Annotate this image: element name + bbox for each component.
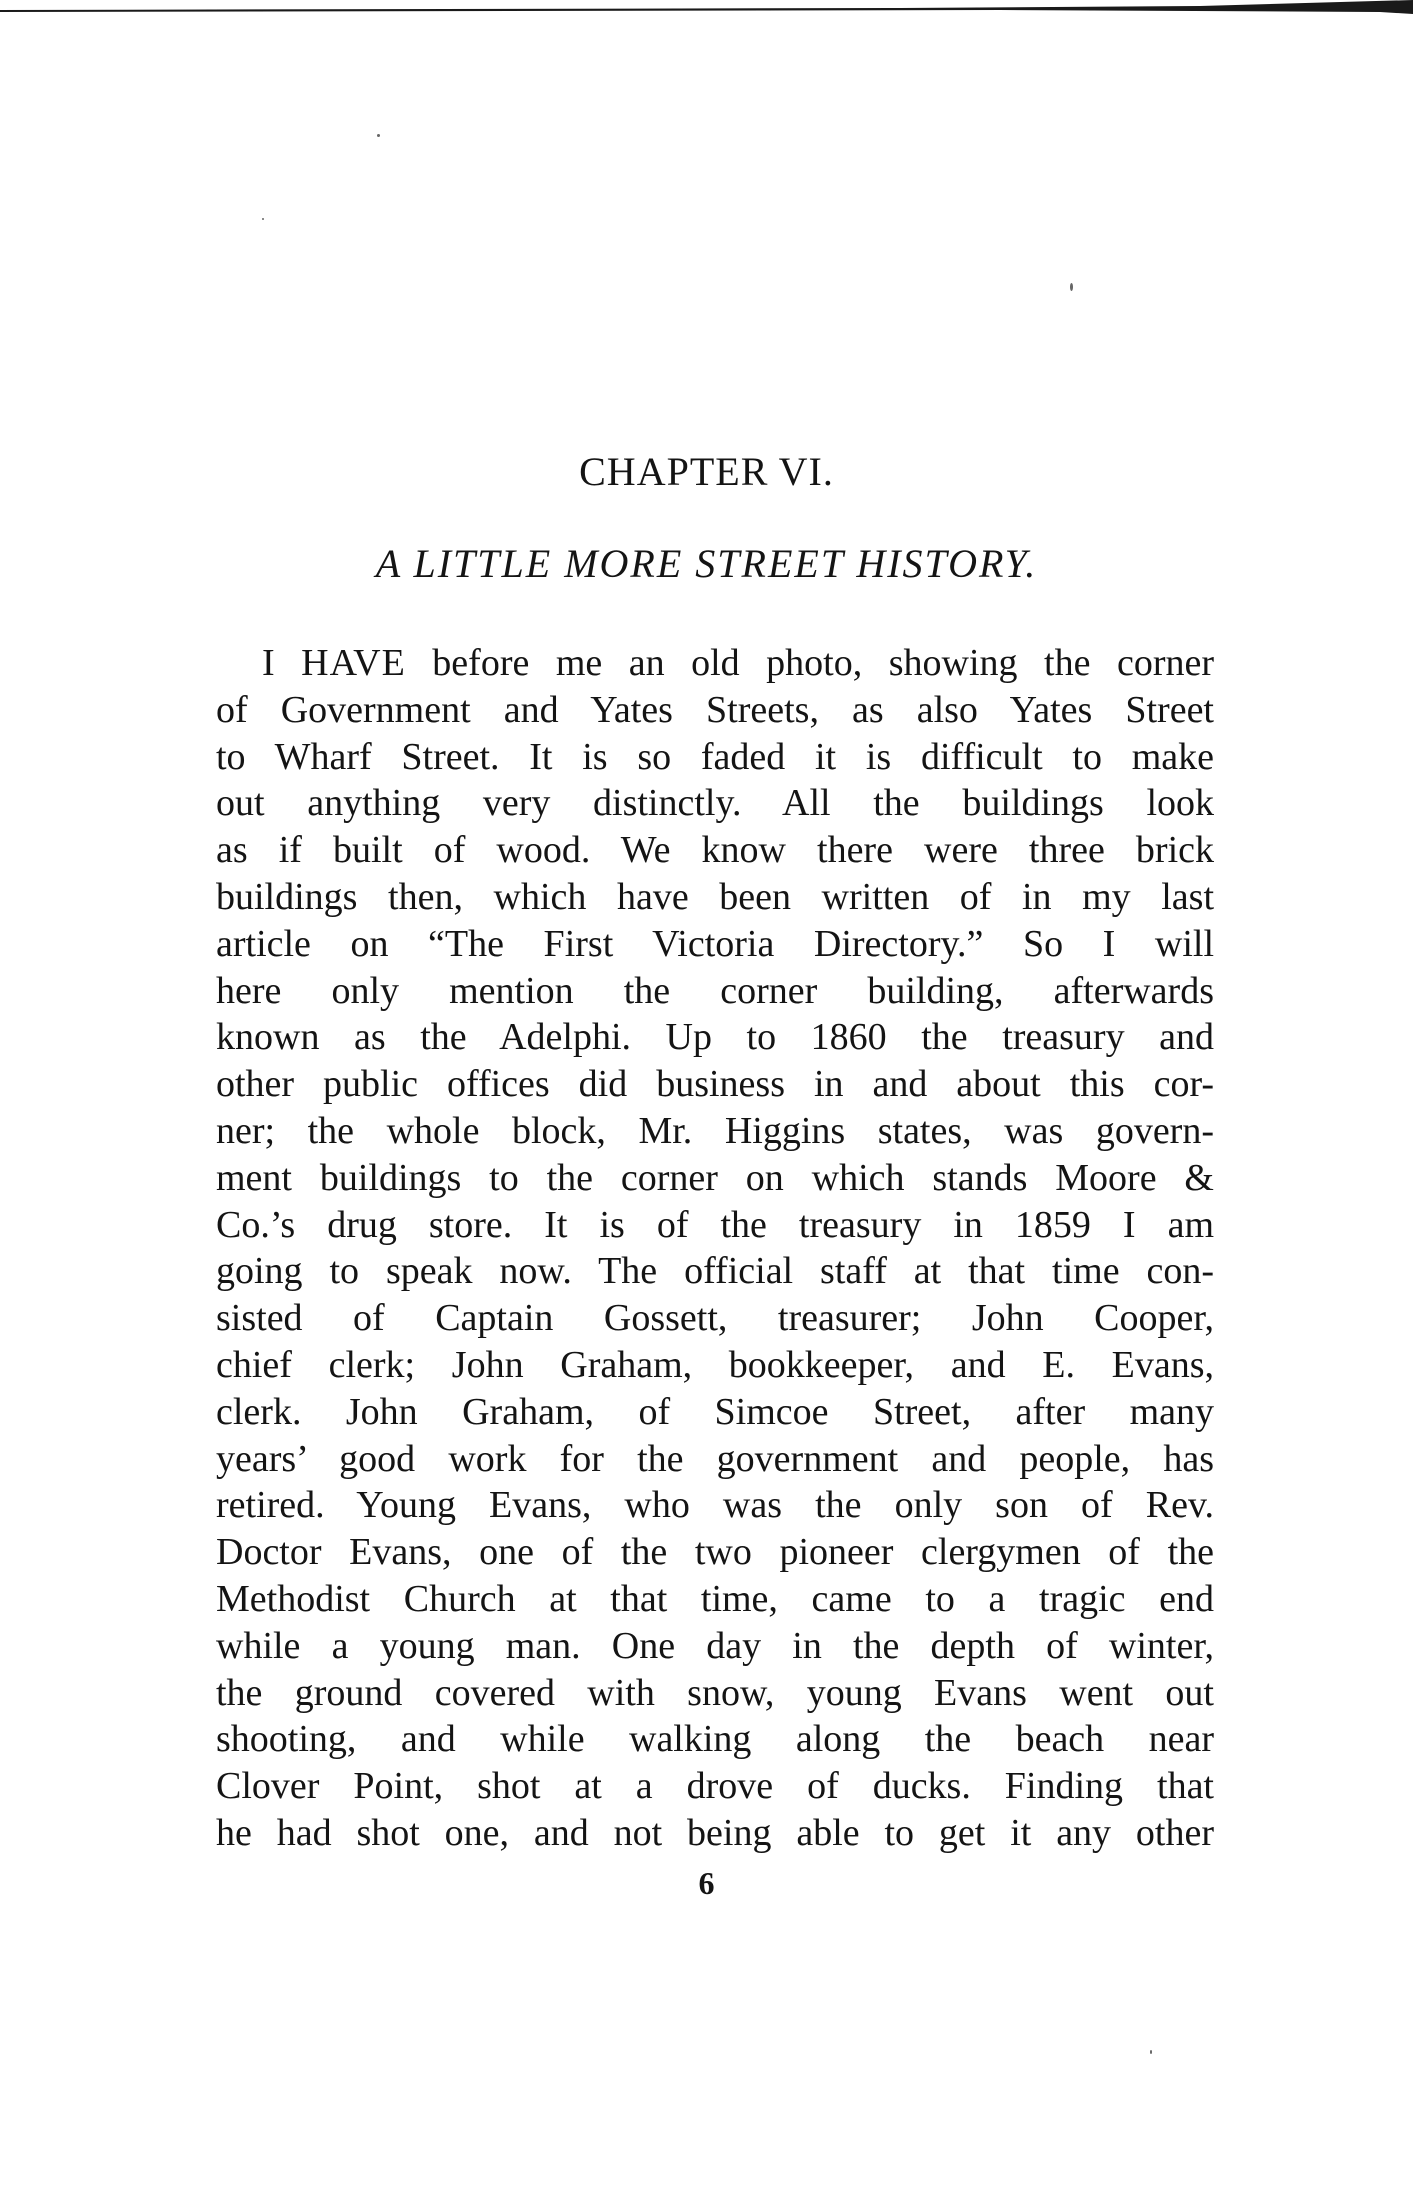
body-line: Co.’s drug store. It is of the treasury in 1859 I am xyxy=(216,1203,1214,1246)
page-top-edge-rule xyxy=(0,0,1413,14)
body-line: shooting, and while walking along the beach near xyxy=(216,1718,1214,1761)
paper-speck xyxy=(262,218,264,220)
body-line: clerk. John Graham, of Simcoe Street, after many xyxy=(216,1390,1214,1433)
body-line: years’ good work for the government and people, has xyxy=(216,1437,1214,1480)
body-line: retired. Young Evans, who was the only son of Rev. xyxy=(216,1484,1214,1527)
body-line: Clover Point, shot at a drove of ducks. Finding that xyxy=(216,1765,1214,1808)
body-line: Doctor Evans, one of the two pioneer clergymen of the xyxy=(216,1531,1214,1574)
body-line: chief clerk; John Graham, bookkeeper, and E. Evans, xyxy=(216,1343,1214,1386)
opening-letter: I xyxy=(262,642,302,684)
opening-small-caps-word: HAVE xyxy=(301,642,406,684)
chapter-heading: CHAPTER VI. xyxy=(579,449,834,494)
body-line: while a young man. One day in the depth of winter, xyxy=(216,1624,1214,1667)
body-line: article on “The First Victoria Directory.” So I will xyxy=(216,922,1214,965)
body-line: sisted of Captain Gossett, treasurer; John Cooper, xyxy=(216,1297,1214,1340)
body-line: he had shot one, and not being able to get it any other xyxy=(216,1811,1214,1854)
body-line: Methodist Church at that time, came to a tragic end xyxy=(216,1577,1214,1620)
body-line: as if built of wood. We know there were three brick xyxy=(216,829,1214,872)
paper-speck xyxy=(377,134,380,137)
body-line: the ground covered with snow, young Evans went out xyxy=(216,1671,1214,1714)
body-line: to Wharf Street. It is so faded it is difficult to make xyxy=(216,735,1214,778)
body-line: known as the Adelphi. Up to 1860 the treasury and xyxy=(216,1016,1214,1059)
chapter-title: A LITTLE MORE STREET HISTORY. xyxy=(375,541,1038,586)
body-text xyxy=(216,640,1214,1857)
body-line: ner; the whole block, Mr. Higgins states, was govern- xyxy=(216,1109,1214,1152)
body-line: out anything very distinctly. All the buildings look xyxy=(216,782,1214,825)
body-line: going to speak now. The official staff at that time con- xyxy=(216,1250,1214,1293)
page-number: 6 xyxy=(698,1865,715,1901)
body-line: other public offices did business in and about this cor- xyxy=(216,1063,1214,1106)
body-line: buildings then, which have been written of in my last xyxy=(216,875,1214,918)
paper-speck xyxy=(1150,2050,1152,2054)
body-line: ment buildings to the corner on which stands Moore & xyxy=(216,1156,1214,1199)
body-line: of Government and Yates Streets, as also Yates Street xyxy=(216,688,1214,731)
body-line: here only mention the corner building, afterwards xyxy=(216,969,1214,1012)
opening-line-rest: before me an old photo, showing the corner xyxy=(405,642,1214,684)
body-line xyxy=(216,640,1214,687)
paper-speck xyxy=(1070,283,1073,291)
